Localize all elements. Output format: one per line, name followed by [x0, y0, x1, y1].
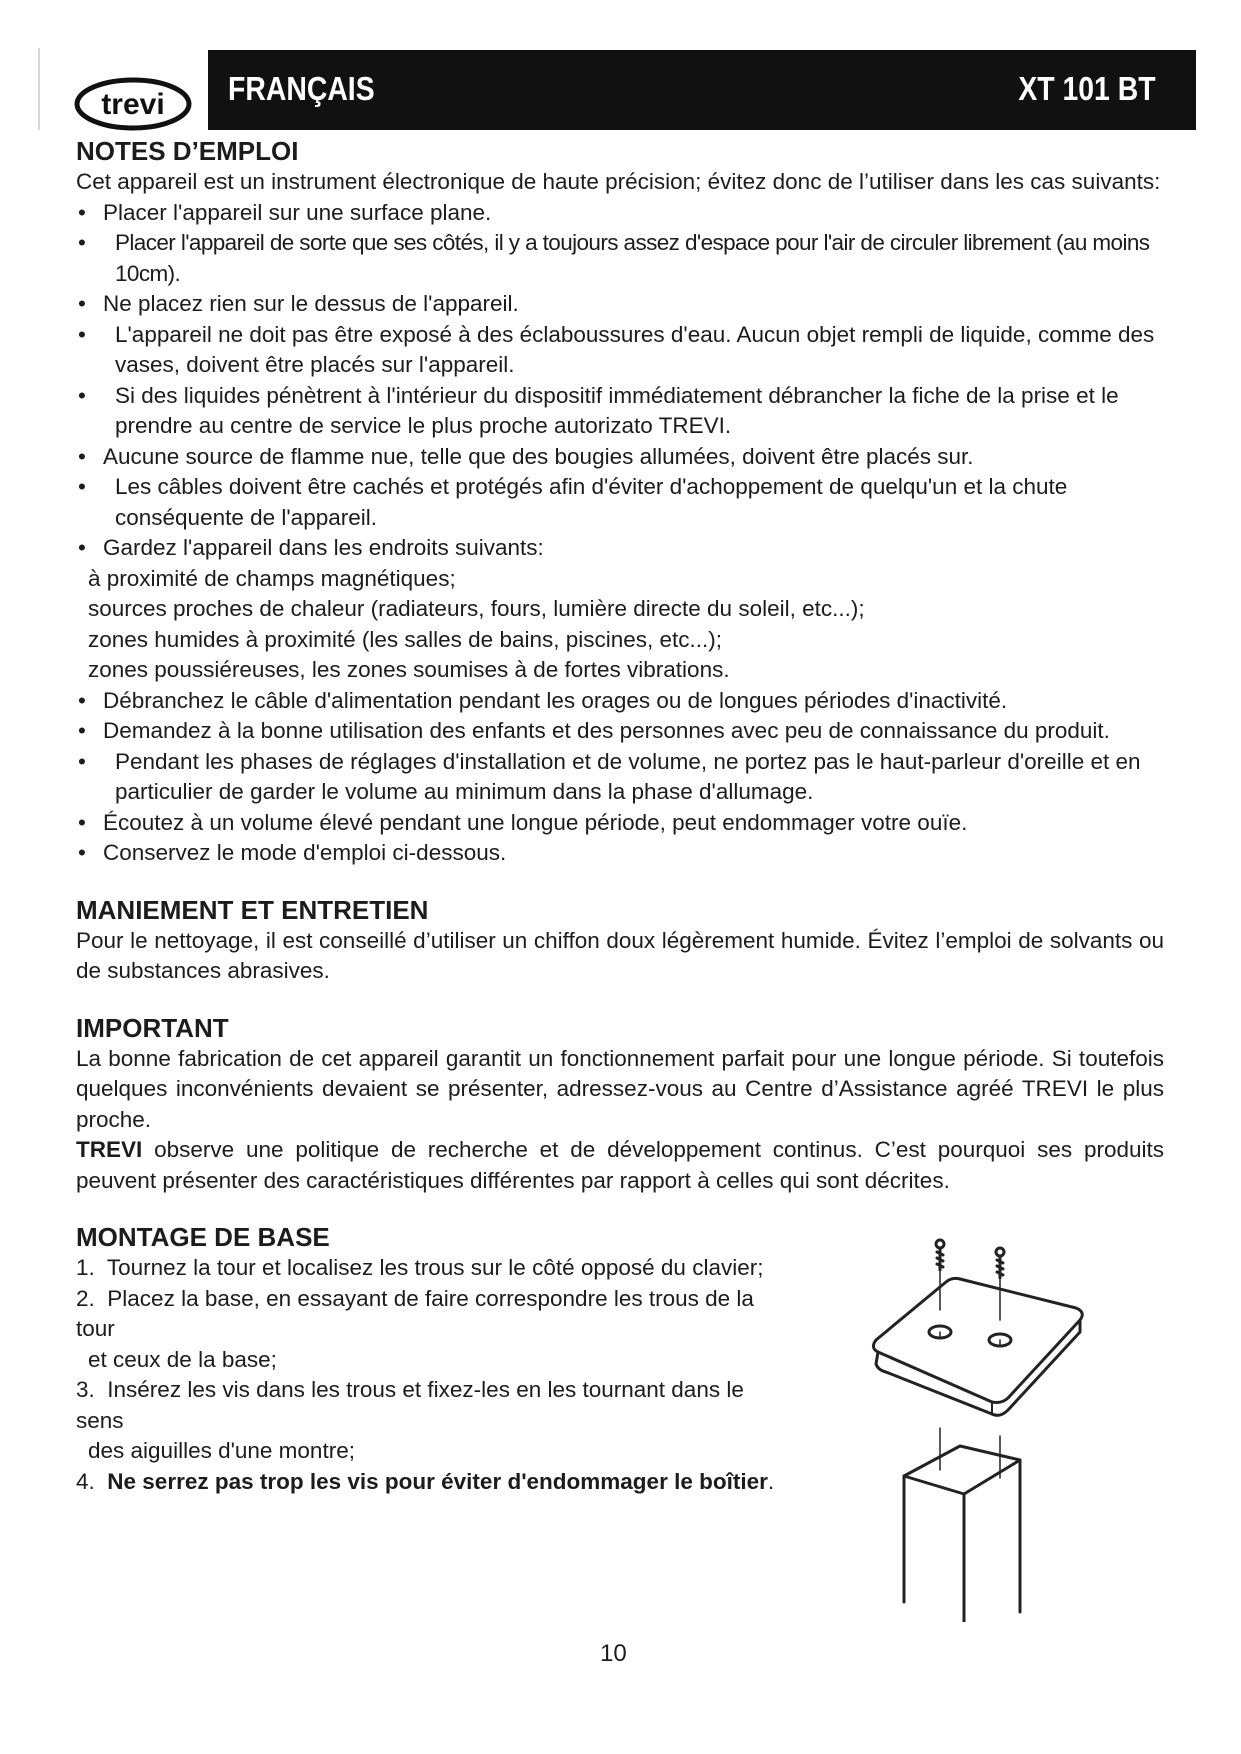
base-plate [873, 1278, 1082, 1402]
list-item: • Écoutez à un volume élevé pendant une longue période, peut endommager votre ouïe. [78, 809, 968, 835]
list-item: • Ne placez rien sur le dessus de l'appareil. [78, 291, 519, 316]
screw-icon [936, 1240, 944, 1270]
list-item: • Débranchez le câble d'alimentation pendant les orages ou de longues périodes d'inactivité. [78, 687, 1008, 713]
care-text: Pour le nettoyage, il est conseillé d’utiliser un chiffon doux légèrement humide. Évitez l’emploi de solvants ou de substances abrasives. [76, 927, 1164, 983]
list-item: • L'appareil ne doit pas être exposé à des éclaboussures d'eau. Aucun objet rempli de liquide, comme des vases, doivent être placés sur l'appareil. [78, 321, 1155, 377]
base-assembly-illustration [840, 1232, 1200, 1622]
header-model: XT 101 BT [1018, 70, 1156, 107]
assembly-steps [76, 1253, 776, 1497]
important-brand-paragraph: TREVI observe une politique de recherche et de développement continus. C’est pourquoi ses produits peuvent présenter des caractéristiques différentes par rapport à celles qui sont décrites. [76, 1137, 1164, 1193]
list-item: • Les câbles doivent être cachés et protégés afin d'éviter d'achoppement de quelqu'un et la chute conséquente de l'appareil. [78, 474, 1068, 530]
step-item: 4. Ne serrez pas trop les vis pour éviter d'endommager le boîtier. [76, 1468, 775, 1494]
page-number: 10 [600, 1640, 627, 1667]
tower [904, 1446, 1020, 1494]
list-item: • Pendant les phases de réglages d'installation et de volume, ne portez pas le haut-parleur d'oreille et en particulier de garder le volume au minimum dans la phase d'allumage. [78, 748, 1141, 804]
place-line: à proximité de champs magnétiques; [88, 565, 456, 591]
screw-icon [996, 1248, 1004, 1278]
list-item: • Aucune source de flamme nue, telle que des bougies allumées, doivent être placés sur. [78, 443, 974, 469]
list-item: • Gardez l'appareil dans les endroits suivants: [78, 535, 544, 560]
step-item: 1. Tournez la tour et localisez les trous sur le côté opposé du clavier; [76, 1255, 764, 1280]
list-item: • Placer l'appareil sur une surface plane. [78, 199, 492, 225]
page-edge-line [38, 48, 40, 130]
place-line: zones poussiéreuses, les zones soumises à de fortes vibrations. [88, 657, 730, 682]
brand-name: TREVI [76, 1137, 143, 1162]
step-item: 2. Placez la base, en essayant de faire correspondre les trous de la tour et ceux de la base; [76, 1285, 754, 1372]
assembly-title: MONTAGE DE BASE [76, 1222, 330, 1252]
important-title: IMPORTANT [76, 1012, 229, 1043]
place-line: sources proches de chaleur (radiateurs, fours, lumière directe du soleil, etc...); [88, 596, 865, 621]
notes-title: NOTES D’EMPLOI [76, 136, 299, 166]
header-language: FRANÇAIS [228, 70, 375, 107]
list-item: • Demandez à la bonne utilisation des enfants et des personnes avec peu de connaissance du produit. [78, 718, 1110, 743]
list-item: • Conservez le mode d'emploi ci-dessous. [78, 840, 507, 865]
important-text: La bonne fabrication de cet appareil garantit un fonctionnement parfait pour une longue période. Si toutefois quelques inconvénients devaient se présenter, adressez-vous au Centre d’Assistance agréé TREVI le plus proche. [76, 1045, 1164, 1132]
places-list [76, 564, 1164, 686]
notes-list-continued [76, 686, 1164, 869]
header-bar [208, 50, 1196, 130]
notes-intro: Cet appareil est un instrument électronique de haute précision; évitez donc de l’utiliser dans les cas suivants: [76, 169, 1161, 194]
care-title: MANIEMENT ET ENTRETIEN [76, 894, 429, 925]
logo-text: trevi [101, 88, 165, 121]
list-item: • Placer l'appareil de sorte que ses côtés, il y a toujours assez d'espace pour l'air de circuler librement (au moins 10cm). [78, 230, 1150, 286]
list-item: • Si des liquides pénètrent à l'intérieur du dispositif immédiatement débrancher la fiche de la prise et le prendre au centre de service le plus proche autorizato TREVI. [78, 382, 1119, 438]
place-line: zones humides à proximité (les salles de bains, piscines, etc...); [88, 626, 723, 652]
notes-list [76, 198, 1164, 564]
trevi-logo [74, 77, 192, 131]
step-item: 3. Insérez les vis dans les trous et fixez-les en les tournant dans le sens des aiguilles d'une montre; [76, 1377, 744, 1463]
